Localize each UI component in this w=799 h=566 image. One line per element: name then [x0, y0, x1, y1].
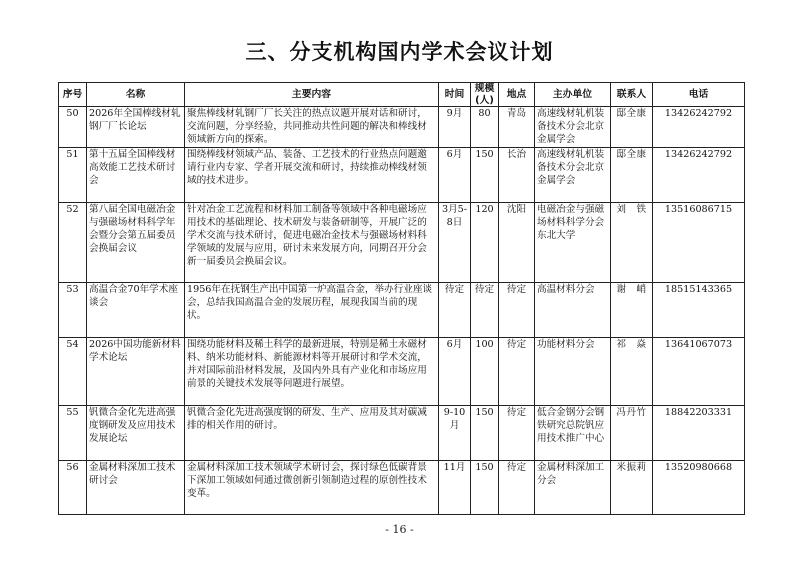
cell-organizer: 金属材料深加工分会: [535, 461, 611, 515]
cell-contact: 刘 铁: [611, 203, 653, 283]
header-scale: 规模(人): [471, 83, 499, 107]
table-row: [59, 148, 745, 203]
cell-time: 6月: [439, 148, 471, 203]
header-seq: 序号: [59, 83, 87, 107]
cell-name: 金属材料深加工技术研讨会: [87, 461, 185, 515]
cell-organizer: 高速线材轧机装备技术分会北京金属学会: [535, 148, 611, 203]
table-row: [59, 338, 745, 406]
cell-content: 聚焦棒线材轧钢厂厂长关注的热点议题开展对话和研讨，交流问题，分享经验，共同推动共性问题的解决和棒线材领域新方向的探索。: [185, 107, 439, 148]
cell-time: 3月5-8日: [439, 203, 471, 283]
cell-seq: 53: [59, 283, 87, 338]
cell-name: 第八届全国电磁冶金与强磁场材料科学年会暨分会第五届委员会换届会议: [87, 203, 185, 283]
cell-organizer: 低合金钢分会钢铁研究总院钒应用技术推广中心: [535, 406, 611, 461]
cell-organizer: 高速线材轧机装备技术分会北京金属学会: [535, 107, 611, 148]
cell-content: 围绕棒线材领域产品、装备、工艺技术的行业热点问题邀请行业内专家、学者开展交流和研讨，持续推动棒线材领域的技术进步。: [185, 148, 439, 203]
cell-location: 长治: [499, 148, 535, 203]
cell-location: 待定: [499, 406, 535, 461]
cell-scale: 150: [471, 461, 499, 515]
page-number: - 16 -: [385, 523, 414, 536]
cell-seq: 51: [59, 148, 87, 203]
cell-contact: 邸全康: [611, 148, 653, 203]
table-row: [59, 107, 745, 148]
cell-scale: 待定: [471, 283, 499, 338]
cell-contact: 祁 焱: [611, 338, 653, 406]
header-content: 主要内容: [185, 83, 439, 107]
cell-phone: 13520980668: [653, 461, 745, 515]
page-title: 三、分支机构国内学术会议计划: [245, 40, 554, 64]
table-header-row: [59, 83, 745, 107]
cell-phone: 18842203331: [653, 406, 745, 461]
cell-time: 11月: [439, 461, 471, 515]
cell-seq: 54: [59, 338, 87, 406]
header-contact: 联系人: [611, 83, 653, 107]
cell-scale: 100: [471, 338, 499, 406]
cell-contact: 邸全康: [611, 107, 653, 148]
cell-organizer: 电磁冶金与强磁场材料科学分会东北大学: [535, 203, 611, 283]
cell-location: 待定: [499, 283, 535, 338]
cell-phone: 13516086715: [653, 203, 745, 283]
cell-time: 待定: [439, 283, 471, 338]
table-row: [59, 203, 745, 283]
cell-time: 6月: [439, 338, 471, 406]
cell-scale: 80: [471, 107, 499, 148]
cell-location: 待定: [499, 338, 535, 406]
conference-plan-table: [58, 82, 745, 515]
cell-scale: 150: [471, 148, 499, 203]
cell-contact: 冯丹竹: [611, 406, 653, 461]
cell-name: 钒微合金化先进高强度钢研发及应用技术发展论坛: [87, 406, 185, 461]
cell-name: 第十五届全国棒线材高效能工艺技术研讨会: [87, 148, 185, 203]
cell-phone: 13426242792: [653, 148, 745, 203]
table-row: [59, 406, 745, 461]
cell-time: 9-10月: [439, 406, 471, 461]
cell-contact: 米振莉: [611, 461, 653, 515]
cell-name: 2026中国功能新材料学术论坛: [87, 338, 185, 406]
cell-seq: 50: [59, 107, 87, 148]
header-time: 时间: [439, 83, 471, 107]
cell-phone: 13641067073: [653, 338, 745, 406]
header-name: 名称: [87, 83, 185, 107]
cell-name: 2026年全国棒线材轧钢厂厂长论坛: [87, 107, 185, 148]
cell-organizer: 功能材料分会: [535, 338, 611, 406]
table-row: [59, 461, 745, 515]
cell-time: 9月: [439, 107, 471, 148]
cell-name: 高温合金70年学术座谈会: [87, 283, 185, 338]
cell-content: 金属材料深加工技术领域学术研讨会，探讨绿色低碳背景下深加工领域如何通过微创新引领制造过程的原创性技术变革。: [185, 461, 439, 515]
table-row: [59, 283, 745, 338]
cell-content: 1956年在抚钢生产出中国第一炉高温合金，举办行业座谈会，总结我国高温合金的发展历程，展现我国当前的现状。: [185, 283, 439, 338]
cell-scale: 150: [471, 406, 499, 461]
cell-content: 围绕功能材料及稀土科学的最新进展，特别是稀土永磁材料、纳米功能材料、新能源材料等开展研讨和学术交流，并对国际前沿材料发展，及国内外具有产业化和市场应用前景的关键技术发展等问题进行展望。: [185, 338, 439, 406]
cell-seq: 55: [59, 406, 87, 461]
cell-location: 待定: [499, 461, 535, 515]
cell-phone: 13426242792: [653, 107, 745, 148]
cell-content: 针对冶金工艺流程和材料加工制备等领域中各种电磁场应用技术的基础理论、技术研发与装备研制等，开展广泛的学术交流与技术研讨，促进电磁冶金技术与强磁场材料科学领域的发展与应用，研讨未来发展方向，同期召开分会新一届委员会换届会议。: [185, 203, 439, 283]
cell-content: 钒微合金化先进高强度钢的研发、生产、应用及其对碳减排的相关作用的研讨。: [185, 406, 439, 461]
header-organizer: 主办单位: [535, 83, 611, 107]
cell-phone: 18515143365: [653, 283, 745, 338]
cell-location: 沈阳: [499, 203, 535, 283]
cell-seq: 52: [59, 203, 87, 283]
header-phone: 电话: [653, 83, 745, 107]
header-location: 地点: [499, 83, 535, 107]
cell-scale: 120: [471, 203, 499, 283]
cell-organizer: 高温材料分会: [535, 283, 611, 338]
cell-location: 青岛: [499, 107, 535, 148]
cell-seq: 56: [59, 461, 87, 515]
cell-contact: 谢 峭: [611, 283, 653, 338]
